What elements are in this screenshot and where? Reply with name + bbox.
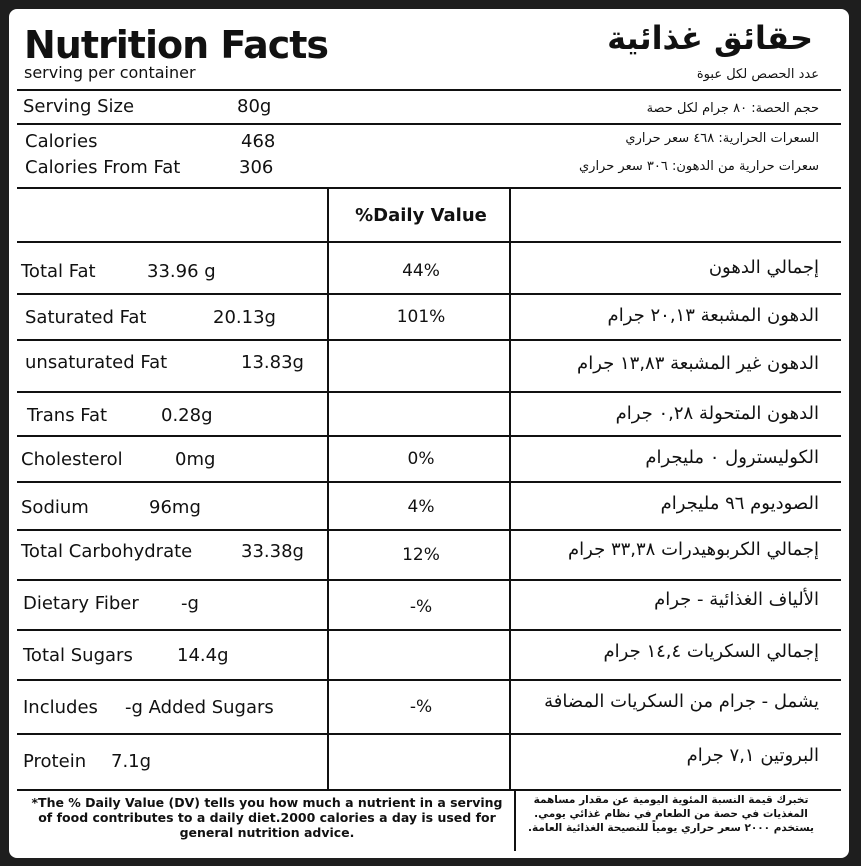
row-amount: 7.1g — [111, 751, 152, 772]
row-ar: الدهون المتحولة ٠,٢٨ جرام — [615, 403, 819, 424]
row-name: Trans Fat — [27, 405, 108, 426]
row-amount: 14.4g — [177, 645, 229, 666]
row-name: Total Carbohydrate — [21, 541, 193, 562]
row-ar: الصوديوم ٩٦ مليجرام — [660, 493, 819, 514]
divider — [17, 481, 841, 483]
row-dv: 44% — [402, 261, 440, 281]
row-dv: 101% — [396, 307, 446, 327]
row-name: Sodium — [21, 497, 89, 518]
row-name: unsaturated Fat — [25, 352, 168, 373]
divider — [17, 391, 841, 393]
title-ar: حقائق غذائية — [607, 19, 813, 57]
calories-value: 468 — [241, 131, 276, 152]
nutrition-label — [9, 9, 849, 858]
row-dv: 4% — [407, 497, 435, 517]
serving-size-value: 80g — [237, 96, 272, 117]
divider — [17, 293, 841, 295]
calories-fat-label: Calories From Fat — [25, 157, 181, 178]
divider — [17, 241, 841, 243]
row-dv: 12% — [402, 545, 440, 565]
dv-header: %Daily Value — [355, 205, 487, 226]
row-name: Total Sugars — [23, 645, 133, 666]
row-ar: الدهون المشبعة ٢٠,١٣ جرام — [607, 305, 819, 326]
row-ar: إجمالي السكريات ١٤,٤ جرام — [603, 641, 819, 662]
row-amount: 0mg — [175, 449, 216, 470]
serving-per-container: serving per container — [24, 63, 196, 82]
serving-per-container-ar: عدد الحصص لكل عبوة — [696, 67, 819, 82]
row-ar: إجمالي الكربوهيدرات ٣٣,٣٨ جرام — [568, 539, 819, 560]
row-ar: البروتين ٧,١ جرام — [686, 745, 819, 766]
divider — [17, 629, 841, 631]
table-top-border — [17, 187, 841, 189]
divider — [17, 733, 841, 735]
row-dv: -% — [409, 697, 433, 717]
divider — [17, 789, 841, 791]
row-dv: -% — [409, 597, 433, 617]
row-name: Cholesterol — [21, 449, 123, 470]
footnote-en: *The % Daily Value (DV) tells you how much a nutrient in a serving of food contributes to a daily diet.2000 calories a day is used for general nutrition advice. — [31, 795, 503, 840]
serving-size-ar: حجم الحصة: ٨٠ جرام لكل حصة — [646, 101, 819, 116]
row-amount: 0.28g — [161, 405, 213, 426]
row-amount: 33.96 g — [147, 261, 216, 282]
divider — [17, 579, 841, 581]
serving-size-label: Serving Size — [23, 96, 135, 117]
calories-fat-value: 306 — [239, 157, 274, 178]
row-amount: 33.38g — [241, 541, 304, 562]
row-name: Saturated Fat — [25, 307, 147, 328]
row-name: Includes — [23, 697, 98, 718]
row-amount: 13.83g — [241, 352, 304, 373]
row-ar: الدهون غير المشبعة ١٣,٨٣ جرام — [577, 353, 819, 374]
calories-label: Calories — [25, 131, 98, 152]
footnote-ar: تخبرك قيمة النسبة المئوية اليومية عن مقدار مساهمة المغذيات في حصة من الطعام في نظام غذائي يومي. يستخدم ٢٠٠٠ سعر حراري يومياً للنصيحة الغذائية العامة. — [528, 794, 814, 834]
row-amount: -g — [181, 593, 199, 614]
row-dv: 0% — [407, 449, 435, 469]
divider — [17, 339, 841, 341]
row-amount: 20.13g — [213, 307, 276, 328]
row-amount: -g Added Sugars — [125, 697, 274, 718]
row-amount: 96mg — [149, 497, 201, 518]
row-ar: يشمل - جرام من السكريات المضافة — [544, 691, 819, 712]
column-divider — [514, 789, 516, 851]
title-en: Nutrition Facts — [24, 23, 329, 67]
row-name: Total Fat — [21, 261, 96, 282]
divider — [17, 89, 841, 91]
row-name: Protein — [23, 751, 87, 772]
divider — [17, 529, 841, 531]
row-ar: إجمالي الدهون — [708, 257, 819, 278]
divider — [17, 679, 841, 681]
row-ar: الألياف الغذائية - جرام — [654, 589, 819, 610]
column-divider — [327, 187, 329, 789]
divider — [17, 435, 841, 437]
calories-fat-ar: سعرات حرارية من الدهون: ٣٠٦ سعر حراري — [578, 159, 819, 174]
calories-ar: السعرات الحرارية: ٤٦٨ سعر حراري — [625, 131, 819, 146]
divider — [17, 123, 841, 125]
row-name: Dietary Fiber — [23, 593, 139, 614]
row-ar: الكوليسترول ٠ مليجرام — [645, 447, 819, 468]
